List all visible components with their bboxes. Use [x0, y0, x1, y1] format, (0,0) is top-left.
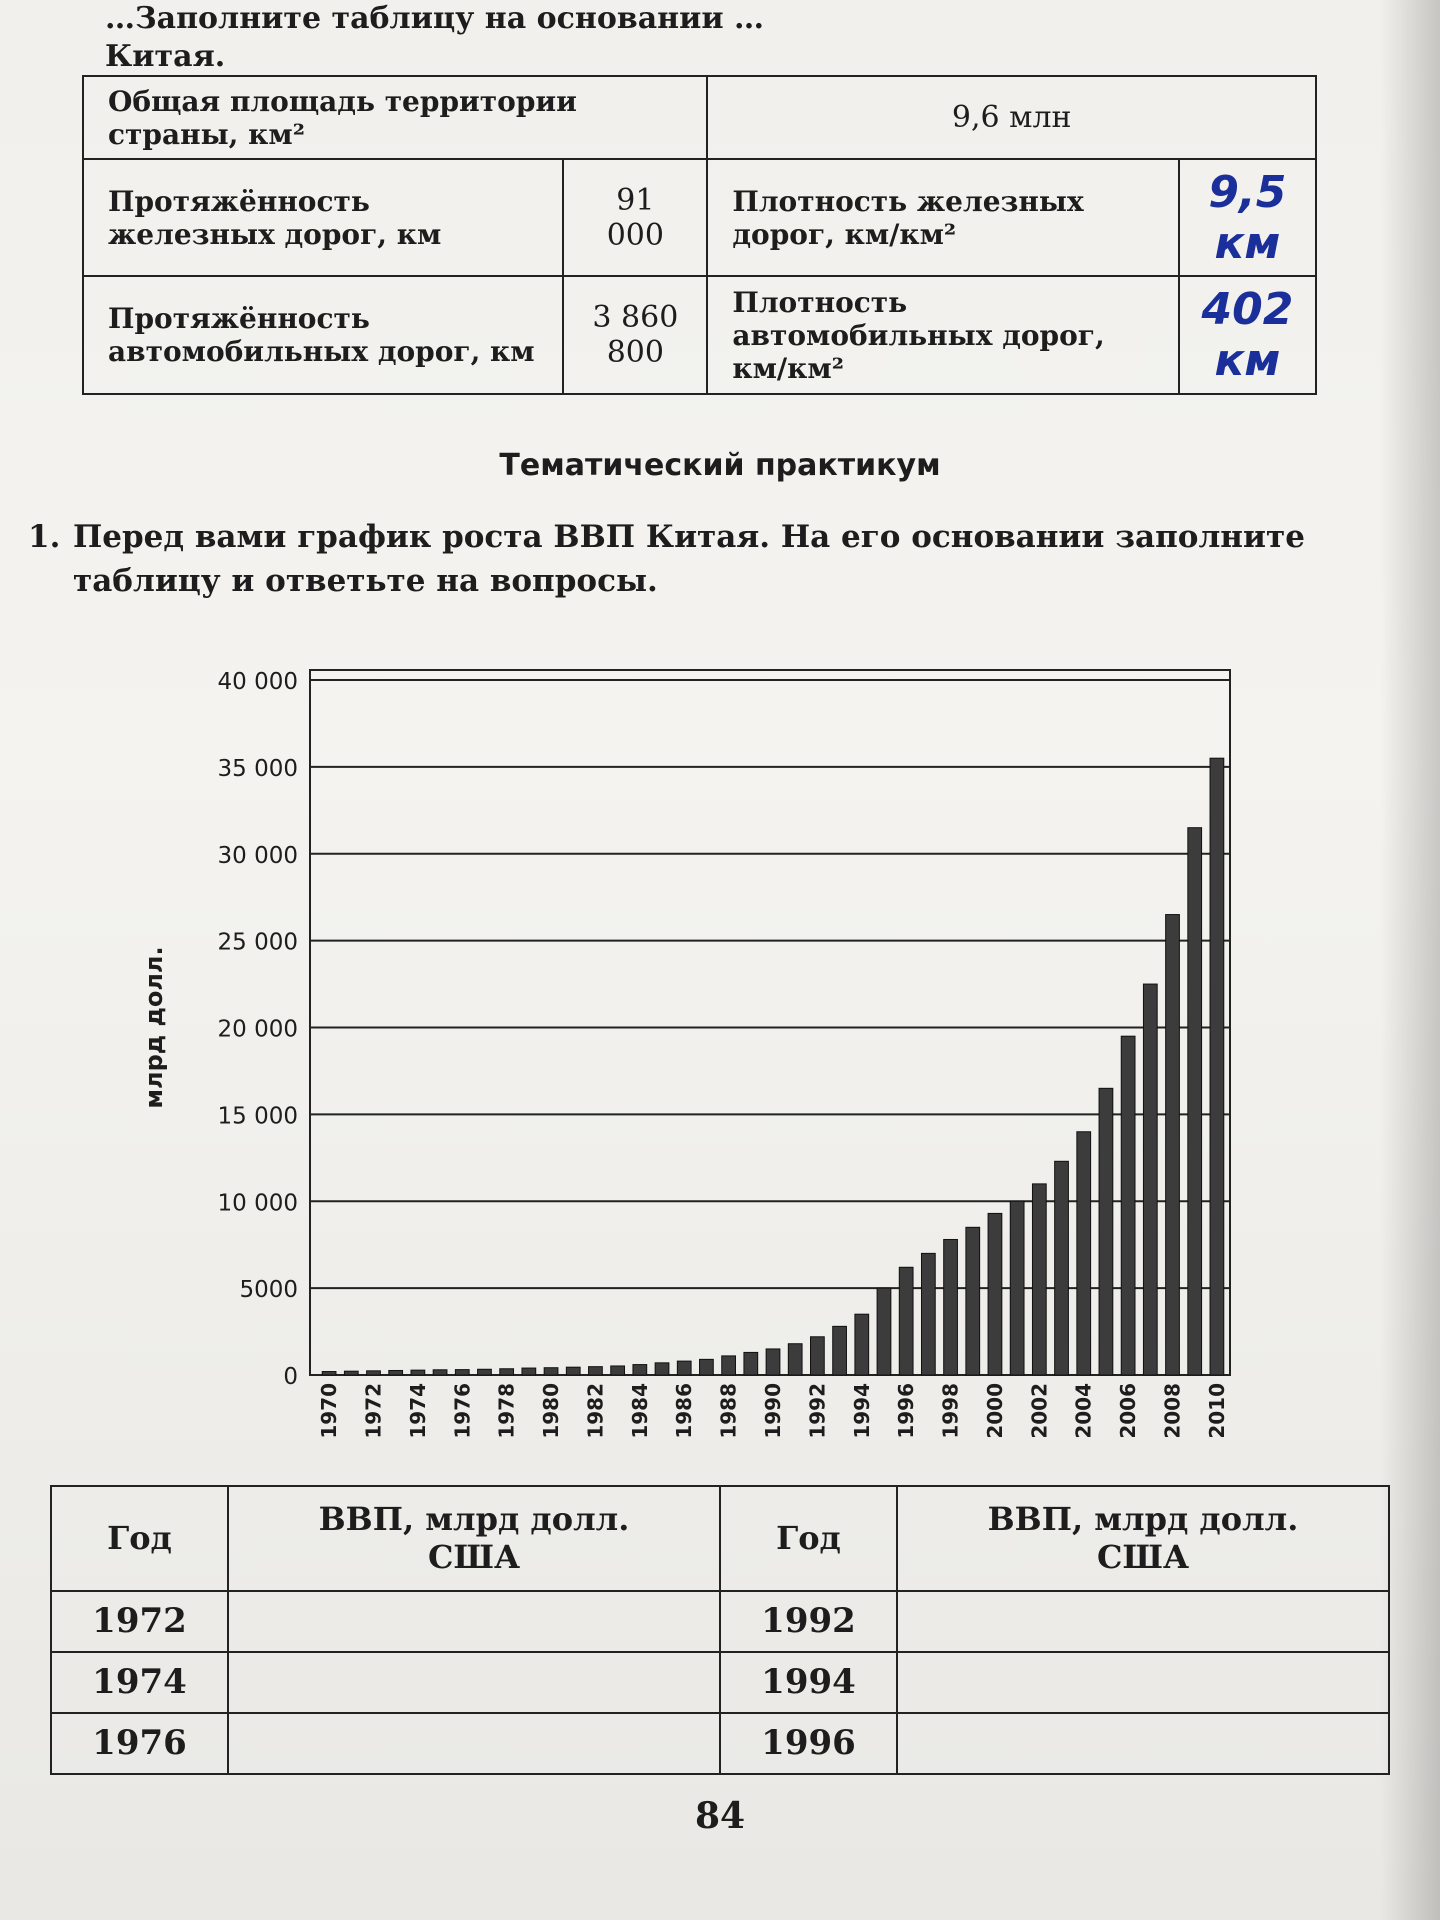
bar-1980	[544, 1368, 558, 1375]
chart-frame	[310, 670, 1230, 1375]
bar-1995	[877, 1288, 891, 1375]
bar-1972	[367, 1371, 381, 1375]
y-tick-label: 10 000	[217, 1190, 298, 1217]
x-tick-label: 1996	[894, 1383, 919, 1439]
x-tick-label: 1980	[539, 1383, 564, 1439]
bar-1994	[855, 1314, 869, 1375]
bar-2007	[1143, 984, 1157, 1375]
x-tick-label: 2010	[1204, 1383, 1229, 1439]
year-cell: 1974	[51, 1652, 228, 1713]
bar-1970	[322, 1372, 336, 1375]
bar-1979	[522, 1368, 536, 1375]
bar-2009	[1188, 828, 1202, 1375]
bar-1981	[566, 1367, 580, 1375]
section-title: Тематический практикум	[499, 448, 941, 483]
gdp-fill-table	[50, 1485, 1390, 1775]
y-tick-label: 25 000	[217, 929, 298, 956]
bar-2006	[1121, 1036, 1135, 1375]
x-tick-label: 2006	[1116, 1383, 1141, 1439]
page-number: 84	[694, 1795, 746, 1837]
road-length-value: 3 860 800	[563, 276, 707, 394]
x-tick-label: 1986	[672, 1383, 697, 1439]
task-heading	[105, 0, 1335, 76]
x-tick-label: 1976	[450, 1383, 475, 1439]
year-cell: 1996	[720, 1713, 897, 1774]
x-tick-label: 1994	[849, 1383, 874, 1439]
bar-2008	[1166, 915, 1180, 1375]
bar-1975	[433, 1370, 447, 1375]
col-year-left: Год	[51, 1486, 228, 1591]
bar-1974	[411, 1370, 425, 1375]
gdp-answer-cell	[228, 1652, 720, 1713]
bar-2010	[1210, 758, 1224, 1375]
gdp-answer-cell	[228, 1591, 720, 1652]
x-tick-label: 1978	[494, 1383, 519, 1439]
x-tick-label: 2000	[982, 1383, 1007, 1439]
bar-1997	[921, 1253, 935, 1375]
bar-1983	[611, 1366, 625, 1375]
question-text-line1: Перед вами график роста ВВП Китая. На его основании заполните	[73, 519, 1305, 555]
bar-1998	[944, 1239, 958, 1375]
bar-1986	[677, 1361, 691, 1375]
bar-1978	[500, 1369, 514, 1375]
bar-1985	[655, 1363, 669, 1375]
bar-2000	[988, 1213, 1002, 1375]
bar-1973	[389, 1370, 403, 1375]
col-year-right: Год	[720, 1486, 897, 1591]
bar-1989	[744, 1352, 758, 1375]
task-heading-line2: Китая.	[105, 39, 226, 74]
rail-length-value: 91 000	[563, 159, 707, 276]
bar-1984	[633, 1365, 647, 1375]
bar-1976	[455, 1370, 469, 1375]
year-cell: 1972	[51, 1591, 228, 1652]
rail-length-label: Протяжённость железных дорог, км	[83, 159, 563, 276]
bar-1999	[966, 1227, 980, 1375]
bar-1977	[478, 1369, 492, 1375]
x-tick-label: 1990	[761, 1383, 785, 1439]
gdp-answer-cell	[897, 1652, 1389, 1713]
x-tick-label: 1988	[716, 1383, 741, 1439]
x-tick-label: 1984	[627, 1383, 652, 1439]
gdp-answer-cell	[228, 1713, 720, 1774]
bar-2001	[1010, 1201, 1024, 1375]
y-tick-label: 15 000	[217, 1103, 298, 1130]
question-text-line2: таблицу и ответьте на вопросы.	[73, 563, 658, 599]
rail-density-handwritten: 9,5 км	[1179, 159, 1316, 276]
task-heading-line1: …Заполните таблицу на основании …	[105, 1, 765, 36]
bar-2005	[1099, 1088, 1113, 1375]
y-axis-label: млрд долл.	[140, 946, 168, 1109]
question-1	[28, 515, 1348, 603]
page-edge-shadow	[1380, 0, 1440, 1920]
question-number: 1.	[28, 519, 61, 555]
col-gdp-right: ВВП, млрд долл. США	[897, 1486, 1389, 1591]
bar-1992	[811, 1337, 825, 1375]
gdp-chart	[110, 630, 1270, 1460]
year-cell: 1992	[720, 1591, 897, 1652]
x-tick-label: 1998	[938, 1383, 963, 1439]
y-tick-label: 5000	[239, 1277, 298, 1304]
bar-1990	[766, 1349, 780, 1375]
road-density-handwritten: 402 км	[1179, 276, 1316, 394]
bar-1982	[589, 1367, 603, 1375]
y-tick-label: 30 000	[217, 842, 298, 869]
bar-2004	[1077, 1132, 1091, 1375]
x-tick-label: 1992	[805, 1383, 830, 1439]
x-tick-label: 2004	[1071, 1383, 1096, 1439]
china-info-table	[82, 75, 1317, 395]
bar-1987	[700, 1359, 714, 1375]
x-tick-label: 2008	[1160, 1383, 1185, 1439]
bar-2003	[1055, 1161, 1069, 1375]
y-tick-label: 20 000	[217, 1016, 298, 1043]
y-tick-label: 0	[283, 1364, 298, 1390]
bar-1993	[833, 1326, 847, 1375]
x-tick-label: 1970	[317, 1383, 342, 1439]
road-length-label: Протяжённость автомобильных дорог, км	[83, 276, 563, 394]
y-tick-label: 35 000	[217, 755, 298, 782]
x-tick-label: 1974	[405, 1383, 430, 1439]
year-cell: 1976	[51, 1713, 228, 1774]
x-tick-label: 2002	[1027, 1383, 1052, 1439]
bar-1991	[788, 1344, 802, 1375]
bar-1996	[899, 1267, 913, 1375]
year-cell: 1994	[720, 1652, 897, 1713]
x-tick-label: 1982	[583, 1383, 608, 1439]
road-density-label: Плотность автомобильных дорог, км/км²	[707, 276, 1178, 394]
gdp-answer-cell	[897, 1713, 1389, 1774]
area-value: 9,6 млн	[707, 76, 1316, 159]
bar-1971	[344, 1371, 358, 1375]
bar-1988	[722, 1356, 736, 1375]
gdp-answer-cell	[897, 1591, 1389, 1652]
x-tick-label: 1972	[361, 1383, 386, 1439]
y-tick-label: 40 000	[217, 669, 298, 695]
col-gdp-left: ВВП, млрд долл. США	[228, 1486, 720, 1591]
bar-2002	[1032, 1184, 1046, 1375]
rail-density-label: Плотность железных дорог, км/км²	[707, 159, 1178, 276]
area-label: Общая площадь территории страны, км²	[83, 76, 707, 159]
